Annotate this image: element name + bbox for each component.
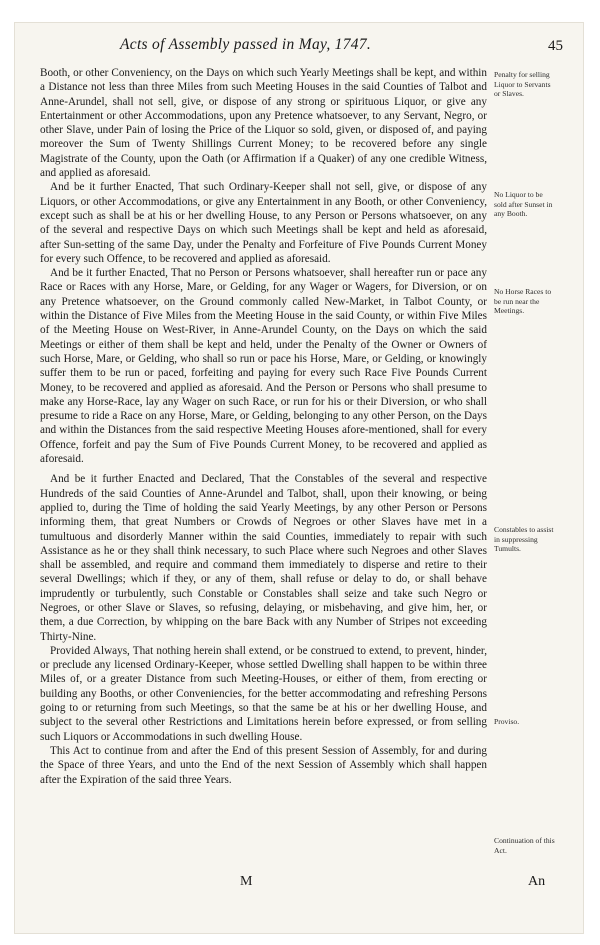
paragraph-6: This Act to continue from and after the End of this present Session of Assembly, for and during the Space of three Years, and unto the End of the next Session of Assembly which shall happen after the Expiration of the said three Years. (40, 744, 487, 786)
paragraph-3: And be it further Enacted, That no Person or Persons whatsoever, shall hereafter run or pace any Race or Races with any Horse, Mare, or Gelding, for any Wager or Wagers, for Diversion, or on any Pretence whatsoever, on the Ground commonly called New-Market, in Talbot County, or within the Distance of Five Miles from the Meeting House in the said County, or within Five Miles of the Meeting House on West-River, in Anne-Arundel County, on the Days on which the said Meetings or either of them shall be kept and held, under the Penalty of the Owner or Owners of such Horse, Mare, or Gelding, who shall so run or pace his Horse, Mare, or Gelding, or knowingly suffer them to be run or paced, forfeiting and paying for every such Race Five Pounds Current Money, to be recovered and applied as aforesaid. And the Person or Persons who shall presume to make any Horse-Race, lay any Wager on such Race, or run for his or their Diversion, or who shall presume to ride a Race on any Horse, Mare, or Gelding, belonging to any other Person, on the Days and within the Distances from the said respective Meeting Houses afore-mentioned, shall for every Offence, forfeit and pay the Sum of Five Pounds Current Money, to be recovered and applied as aforesaid. (40, 267, 487, 466)
page-number: 45 (548, 38, 563, 54)
catchword: An (528, 874, 546, 889)
margin-note-6: Continuation of this Act. (494, 836, 555, 855)
running-title: Acts of Assembly passed in May, 1747. (120, 36, 372, 53)
signature-mark: M (240, 874, 253, 889)
paragraph-2: And be it further Enacted, That such Ordinary-Keeper shall not sell, give, or dispose of any Liquors, or other Accommodations, or give any Entertainment in any Booth, or other Conveniency, except such as shall be at his or her dwelling House, to any Person or Persons whatsoever, on any of the several and respective Days on which such Meetings shall be kept and held as aforesaid, after Sun-setting of the same Day, under the Penalty and Forfeiture of Five Pounds Current Money for every such Offence, to be recovered and applied as aforesaid. (40, 181, 487, 265)
body-text (40, 66, 487, 876)
margin-note-5: Proviso. (494, 717, 520, 726)
paragraph-4: And be it further Enacted and Declared, That the Constables of the several and respective Hundreds of the said Counties of Anne-Arundel and Talbot, shall, upon their knowing, or being applied to, during the Time of holding the said Yearly Meetings, by any other Person or Persons informing them, that great Numbers or Crowds of Negroes or other Slaves have met in a tumultuous and disorderly Manner within the said Counties, immediately to repair with such Assistance as he or they shall think necessary, to such Place where such Negroes and other Slaves shall be assembled, and require and command them immediately to disperse and retire to their several Dwellings; which if they, or any of them, shall refuse or delay to do, or shall behave imprudently or turbulently, such Constable or Constables shall seize and take such Negro or Negroes, or other Slave or Slaves, so refusing, delaying, or misbehaving, and give him, her, or them, a due Correction, by whipping on the bare Back with any Number of Stripes not exceeding Thirty-Nine. (40, 473, 487, 643)
paragraph-5: Provided Always, That nothing herein shall extend, or be construed to extend, to prevent, hinder, or preclude any licensed Ordinary-Keeper, whose settled Dwelling shall happen to be within three Miles of, or a greater Distance from such Meeting-Houses, or either of them, from erecting or building any Booths, or other Conveniencies, for the better accommodating and refreshing Persons going to or returning from such Meetings, so that the same be at his or her dwelling House, and subject to the several other Restrictions and Limitations herein before expressed, or from selling such Liquors or Accommodations in such dwelling House. (40, 644, 487, 743)
margin-note-1: Penalty for selling Liquor to Servants or Slaves. (494, 70, 551, 99)
margin-note-2: No Liquor to be sold after Sunset in any Booth. (494, 190, 553, 219)
paragraph-1: Booth, or other Conveniency, on the Days on which such Yearly Meetings shall be kept, and within a Distance not less than three Miles from such Meeting Houses in the said Counties of Talbot and Anne-Arundel, shall not sell, give, or dispose of any strong or spirituous Liquor, or give any Entertainment or other Accommodations, upon any Pretence whatsoever, to any Servant, Negro, or other Slave, under Pain of losing the Price of the Liquor so sold, given, or disposed of, and paying moreover the Sum of Twenty Shillings Current Money; to be recovered before any single Magistrate of the County, upon the Oath (or Affirmation if a Quaker) of any one credible Witness, and applied as aforesaid. (40, 67, 487, 180)
margin-note-4: Constables to assist in suppressing Tumults. (494, 525, 554, 554)
margin-note-3: No Horse Races to be run near the Meetings. (494, 287, 552, 316)
